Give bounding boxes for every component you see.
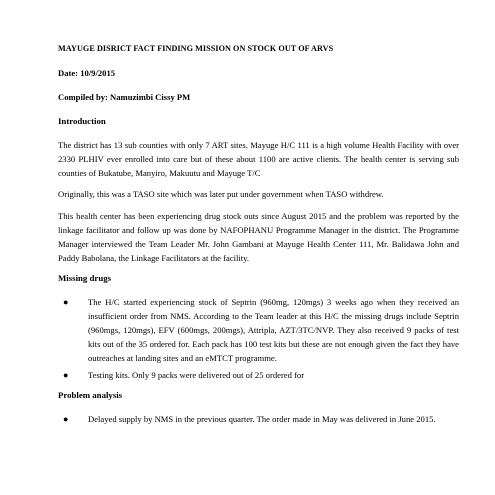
list-item-text: Delayed supply by NMS in the previous quarter. The order made in May was delivered in June 2015. <box>88 414 436 425</box>
introduction-paragraph: This health center has been experiencing drug stock outs since August 2015 and the problem was reported by the linkage facilitator and follow up was done by NAFOPHANU Programme Manager in the district. The Programme Manager interviewed the Team Leader Mr. John Gambani at Mayuge Health Center 111, Mr. Balidawa John and Paddy Babolana, the Linkage Facilitators at the facility. <box>58 211 459 263</box>
introduction-paragraph: Originally, this was a TASO site which was later put under government when TASO withdrew. <box>58 189 384 200</box>
document-date: Date: 10/9/2015 <box>58 68 116 78</box>
list-item-text: The H/C started experiencing stock of Septrin (960mg, 120mgs) 3 weeks ago when they received an insufficient order from NMS. According to the Team leader at this H/C the missing drugs include Septrin (960mgs, 120mgs), EFV (600mgs, 200mgs), Attripla, AZT/3TC/NVP. They also received 9 packs of test kits out of the 35 ordered for. Each pack has 100 test kits but these are not enough given the fact they have outreaches at landing sites and an eMTCT programme. <box>88 297 459 363</box>
introduction-paragraph: The district has 13 sub counties with only 7 ART sites. Mayuge H/C 111 is a high volume Health Facility with over 2330 PLHIV ever enrolled into care but of these about 1100 are active clients. The health center is serving sub counties of Bukatube, Manyiro, Makuutu and Mayuge T/C <box>58 140 459 178</box>
list-item <box>58 369 459 383</box>
compiled-by: Compiled by: Namuzimbi Cissy PM <box>58 92 191 102</box>
list-item <box>58 413 459 427</box>
missing-drugs-list <box>58 296 459 383</box>
problem-analysis-heading: Problem analysis <box>58 390 123 401</box>
missing-drugs-heading: Missing drugs <box>58 273 112 284</box>
introduction-heading: Introduction <box>58 116 106 126</box>
document-title: MAYUGE DISRICT FACT FINDING MISSION ON STOCK OUT OF ARVS <box>58 44 334 53</box>
bullet-icon: ● <box>63 414 69 425</box>
list-item-text: Testing kits. Only 9 packs were delivered out of 25 ordered for <box>88 370 305 381</box>
bullet-icon: ● <box>63 370 69 381</box>
bullet-icon: ● <box>63 297 69 308</box>
problem-analysis-list <box>58 413 459 427</box>
list-item <box>58 296 459 365</box>
